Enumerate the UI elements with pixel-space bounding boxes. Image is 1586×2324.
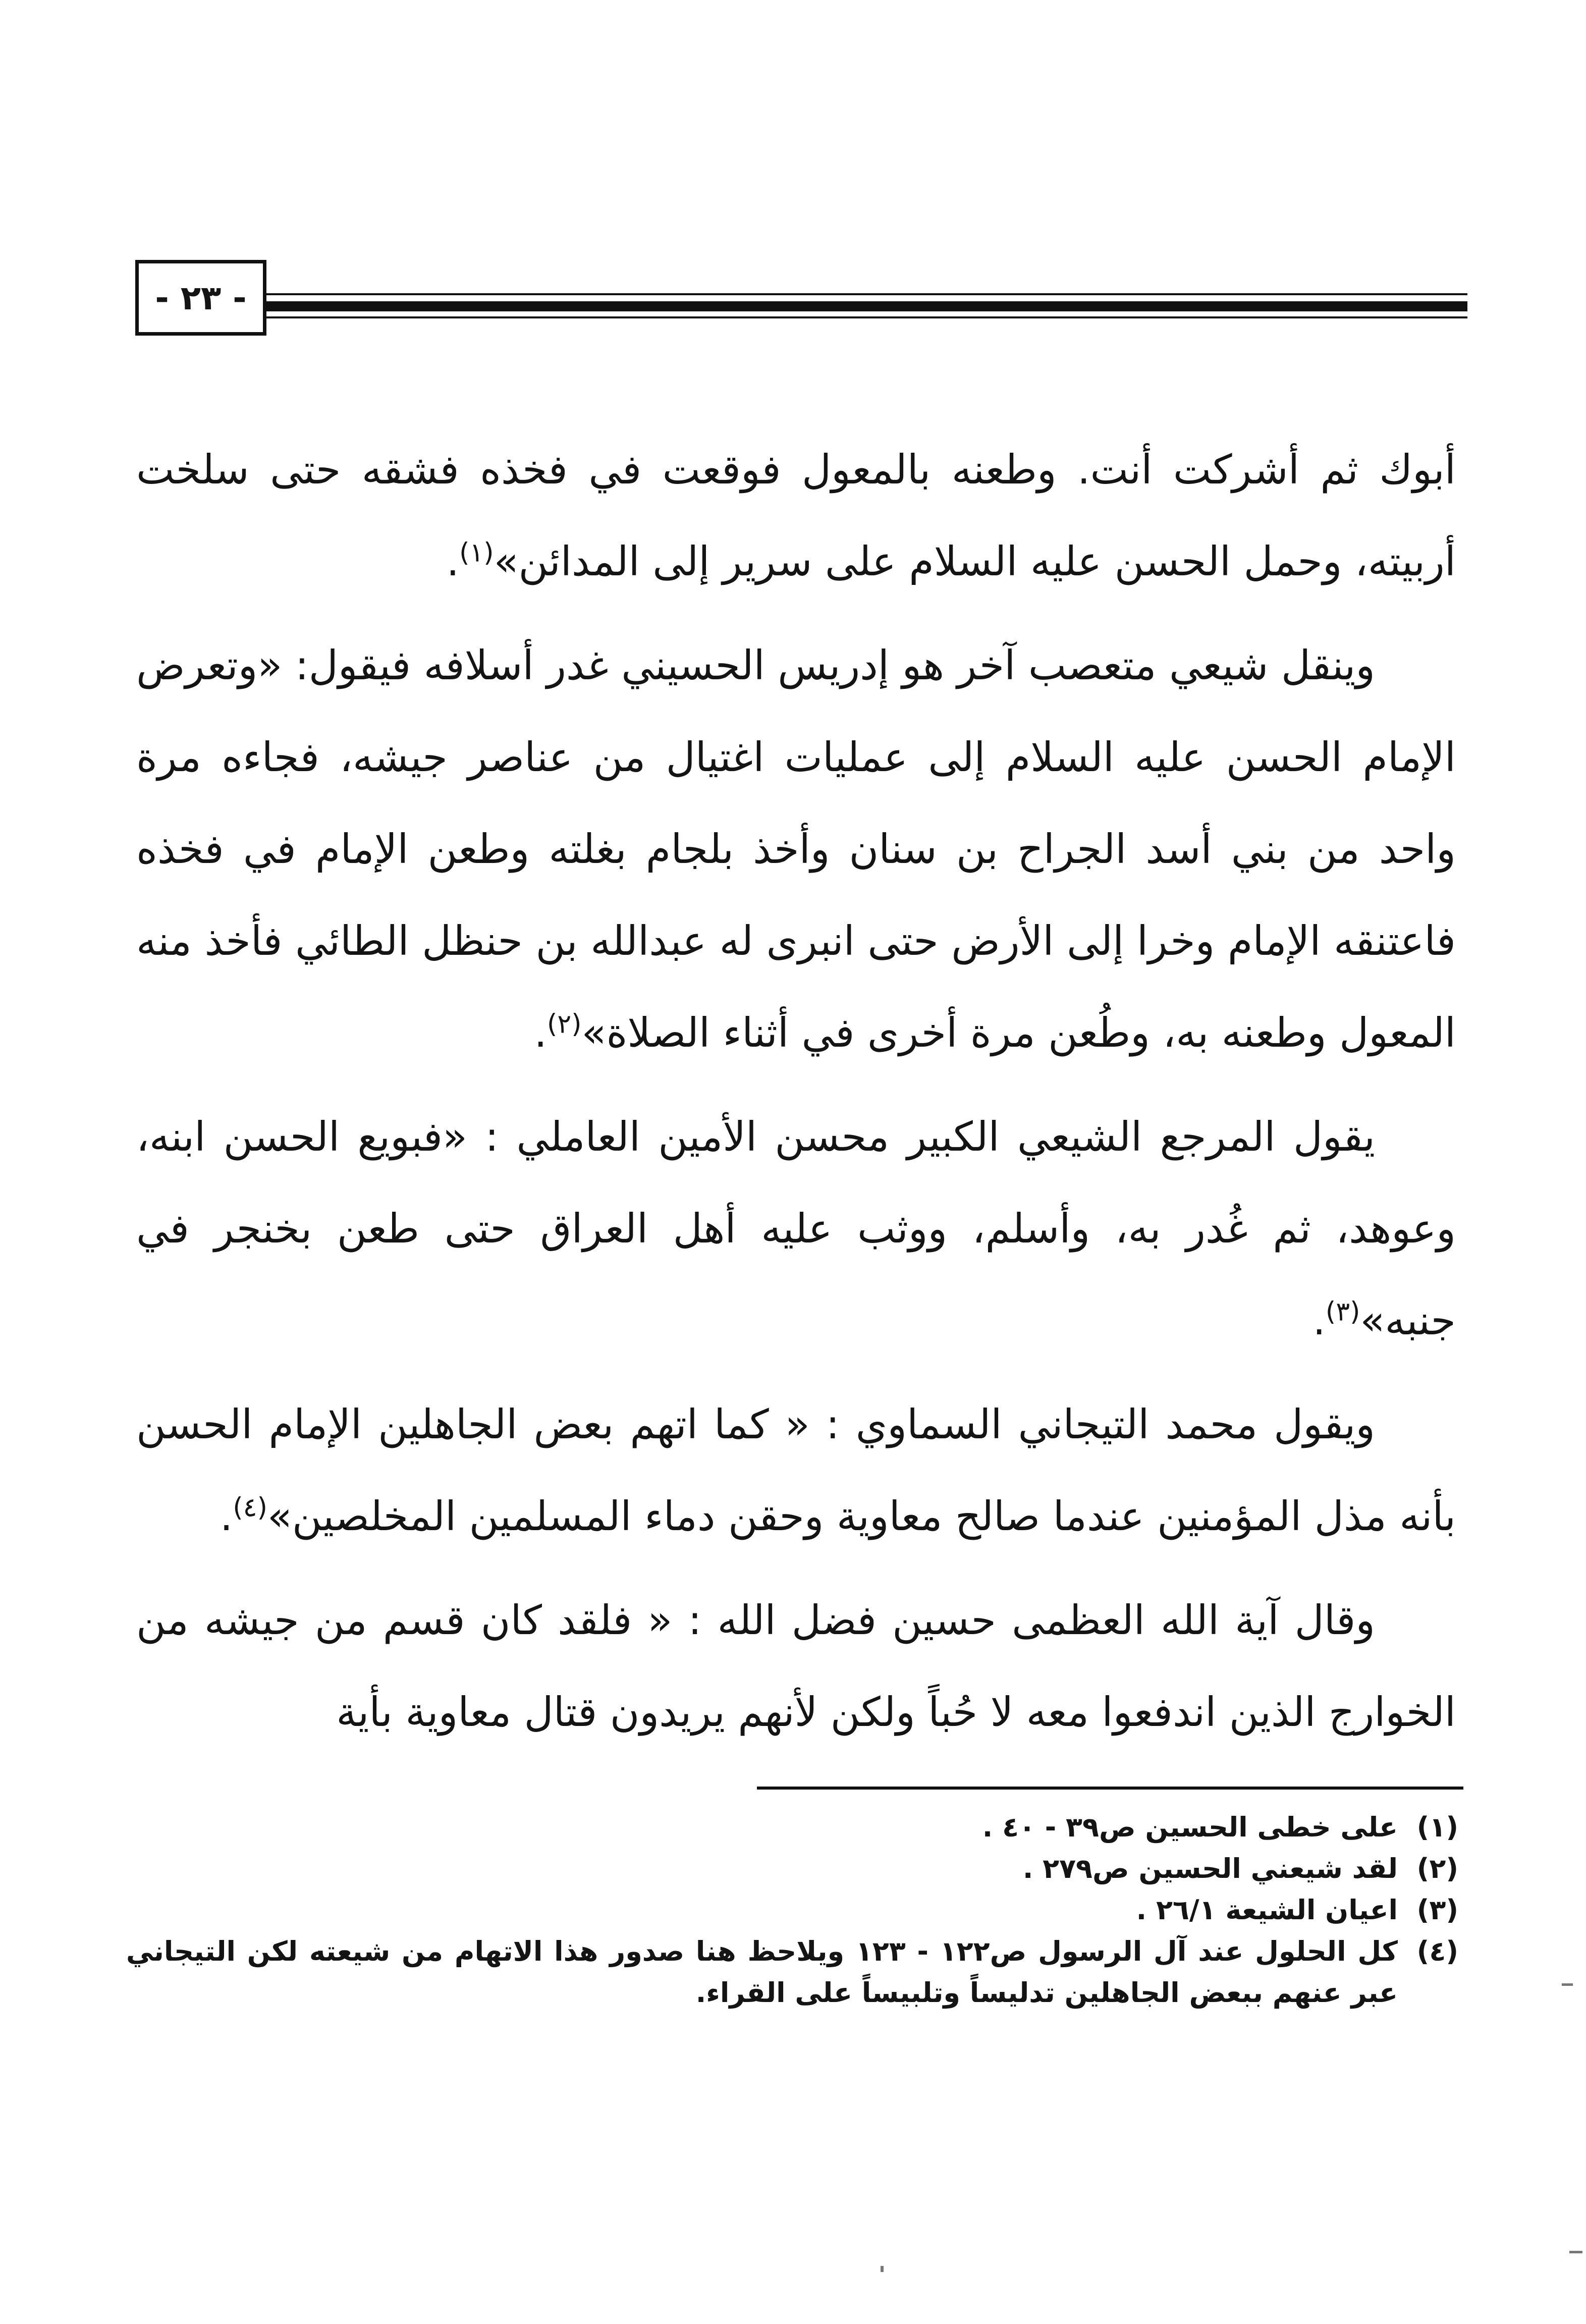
- footnote-marker: (٣): [1416, 1894, 1458, 1926]
- footnote-text: كل الحلول عند آل الرسول ص١٢٢ - ١٢٣ ويلاحظ هنا صدور هذا الاتهام من شيعته لكن التيجاني عبر عنهم ببعض الجاهلين تدليساً وتلبيساً على القراء.: [126, 1935, 1398, 2009]
- scan-speck: [881, 2266, 884, 2272]
- footnote-separator: [757, 1787, 1463, 1790]
- footnote-ref: (٤): [233, 1492, 267, 1523]
- scan-speck: [1562, 1983, 1573, 1986]
- footnote-ref: (١): [459, 537, 494, 568]
- header-rule-top: [256, 293, 1467, 295]
- body-text: [136, 424, 1456, 1770]
- header-rule: [256, 301, 1467, 311]
- paragraph-end: .: [1312, 1297, 1326, 1344]
- footnote-ref: (٣): [1325, 1296, 1360, 1327]
- footnote: [126, 1848, 1458, 1889]
- footnote-marker: (٤): [1416, 1935, 1458, 1967]
- footnote-text: اعيان الشيعة ٢٦/١ .: [1136, 1894, 1398, 1926]
- paragraph-text: أبوك ثم أشركت أنت. وطعنه بالمعول فوقعت في فخذه فشقه حتى سلخت أربيته، وحمل الحسن عليه السلام على سرير إلى المدائن»: [136, 446, 1456, 585]
- paragraph-text: يقول المرجع الشيعي الكبير محسن الأمين العاملي : «فبويع الحسن ابنه، وعوهد، ثم غُدر به، وأسلم، ووثب عليه أهل العراق حتى طعن بخنجر في جنبه»: [136, 1113, 1456, 1344]
- paragraph-text: وينقل شيعي متعصب آخر هو إدريس الحسيني غدر أسلافه فيقول: «وتعرض الإمام الحسن عليه السلام إلى عمليات اغتيال من عناصر جيشه، فجاءه مرة واحد من بني أسد الجراح بن سنان وأخذ بلجام بغلته وطعن الإمام في فخذه فاعتنقه الإمام وخرا إلى الأرض حتى انبرى له عبدالله بن حنظل الطائي فأخذ منه المعول وطعنه به، وطُعن مرة أخرى في أثناء الصلاة»: [136, 642, 1456, 1056]
- footnote-marker: (١): [1416, 1811, 1458, 1843]
- paragraph: [136, 620, 1456, 1079]
- paragraph-end: .: [446, 538, 460, 585]
- footnotes: [126, 1807, 1458, 2014]
- paragraph-text: وقال آية الله العظمى حسين فضل الله : « فلقد كان قسم من جيشه من الخوارج الذين اندفعوا معه لا حُباً ولكن لأنهم يريدون قتال معاوية بأية: [136, 1597, 1456, 1736]
- header-rule-bottom: [256, 316, 1467, 318]
- paragraph-text: ويقول محمد التيجاني السماوي : « كما اتهم بعض الجاهلين الإمام الحسن بأنه مذل المؤمنين عندما صالح معاوية وحقن دماء المسلمين المخلصين»: [136, 1401, 1456, 1540]
- page-number: - ٢٣ -: [135, 260, 266, 336]
- page-header: [135, 260, 1467, 346]
- paragraph: [136, 424, 1456, 608]
- footnote: [126, 1931, 1458, 2014]
- paragraph: [136, 1575, 1456, 1758]
- paragraph-end: .: [220, 1493, 233, 1540]
- footnote: [126, 1807, 1458, 1848]
- footnote-ref: (٢): [546, 1009, 582, 1040]
- paragraph: [136, 1091, 1456, 1367]
- scan-speck: [1569, 2251, 1582, 2253]
- footnote-text: على خطى الحسين ص٣٩ - ٤٠ .: [982, 1811, 1398, 1843]
- footnote: [126, 1889, 1458, 1931]
- paragraph-end: .: [534, 1009, 547, 1056]
- paragraph: [136, 1379, 1456, 1562]
- footnote-text: لقد شيعني الحسين ص٢٧٩ .: [1022, 1853, 1398, 1884]
- footnote-marker: (٢): [1416, 1853, 1458, 1884]
